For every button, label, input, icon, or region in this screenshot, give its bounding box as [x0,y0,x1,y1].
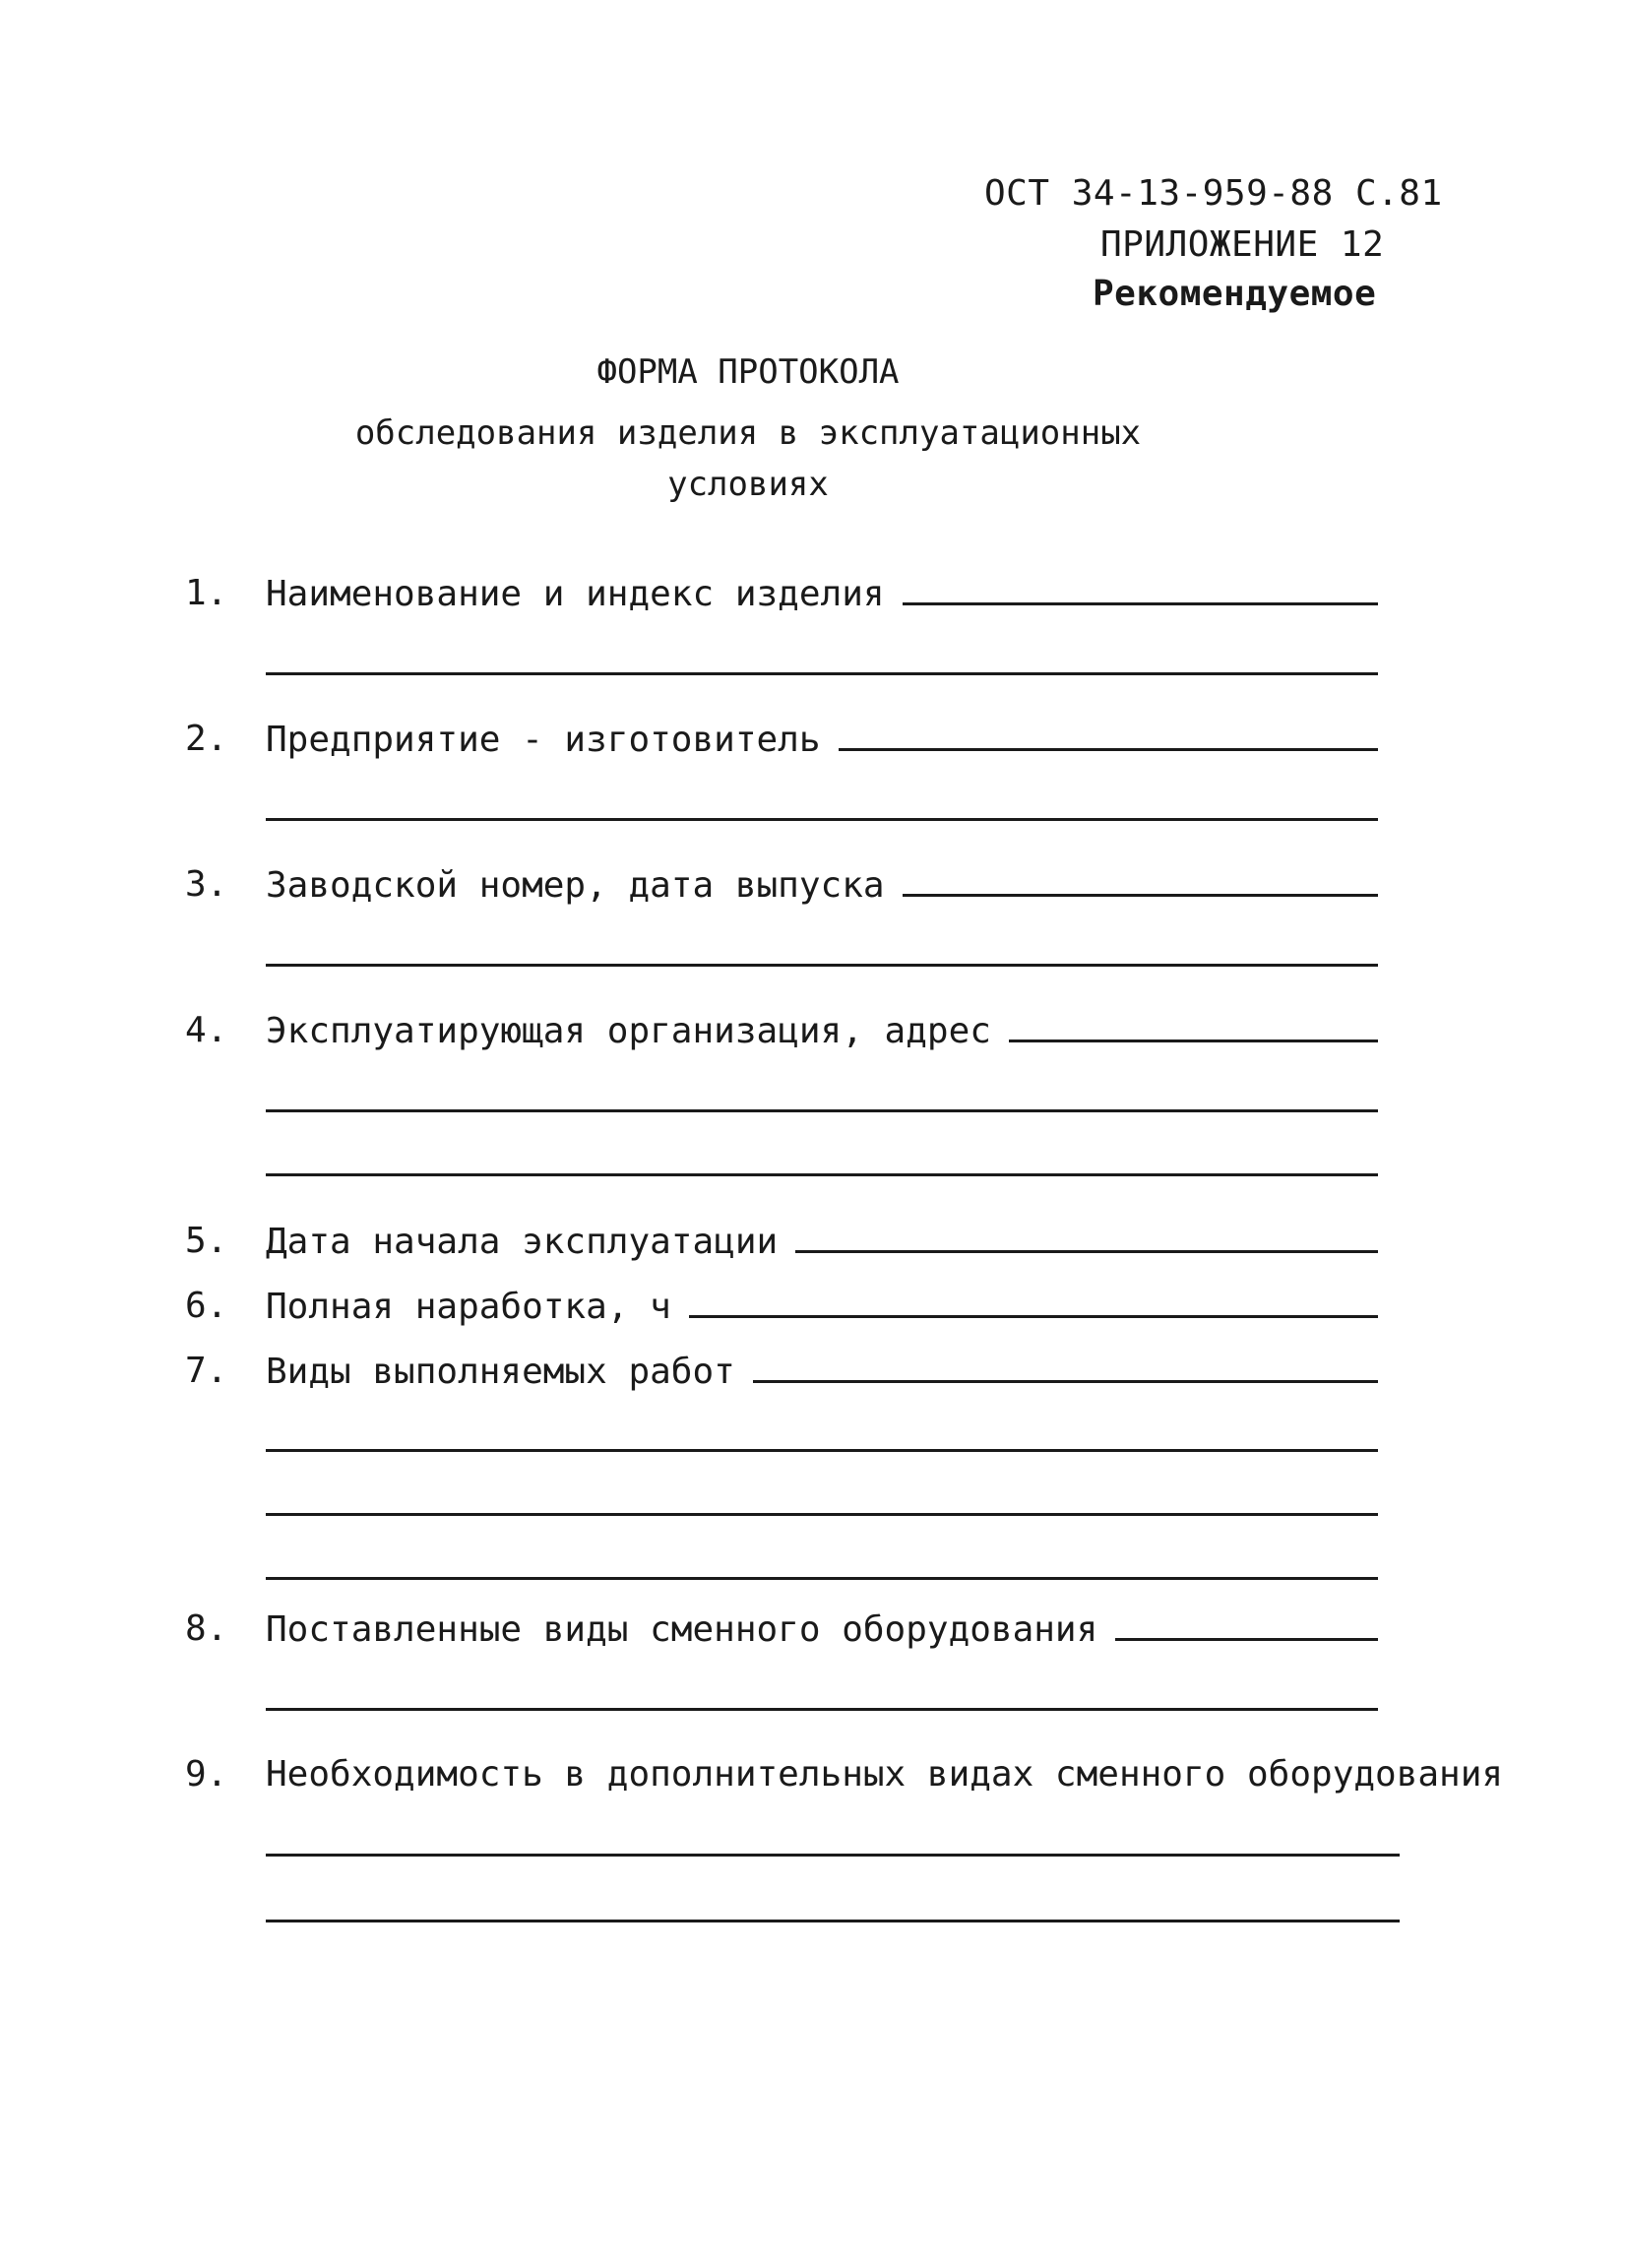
field-additional-equipment-need [266,1754,1503,1795]
blank-line[interactable] [266,1109,1378,1112]
field-label: Заводской номер, дата выпуска [266,865,885,906]
item-number: 2. [185,719,228,759]
field-label: Эксплуатирующая организация, адрес [266,1011,991,1051]
blank-line[interactable] [266,1513,1378,1516]
field-work-types [266,1351,1378,1392]
field-label: Виды выполняемых работ [266,1352,735,1392]
blank-line[interactable] [266,672,1378,675]
item-number: 3. [185,864,228,905]
item-number: 7. [185,1351,228,1391]
blank-line[interactable] [266,1920,1400,1922]
field-supplied-equipment [266,1608,1378,1650]
field-serial-number-date [266,864,1378,906]
field-label: Полная наработка, ч [266,1287,671,1327]
item-number: 5. [185,1221,228,1261]
field-product-name [266,573,1378,614]
appendix-label: ПРИЛОЖЕНИЕ 12 [1100,224,1385,265]
form-subtitle-line-2: условиях [667,465,829,504]
item-number: 6. [185,1286,228,1326]
blank-line[interactable] [266,1173,1378,1176]
field-manufacturer [266,719,1378,760]
item-number: 4. [185,1010,228,1050]
standard-designation: ОСТ 34-13-959-88 С.81 [984,173,1443,214]
field-label: Необходимость в дополнительных видах сменного оборудования [266,1754,1504,1795]
fill-in-line[interactable] [839,719,1378,751]
item-number: 9. [185,1754,228,1795]
blank-line[interactable] [266,818,1378,821]
blank-line[interactable] [266,1577,1378,1580]
form-title: ФОРМА ПРОТОКОЛА [596,352,900,392]
field-label: Предприятие - изготовитель [266,720,821,760]
fill-in-line[interactable] [903,864,1378,897]
fill-in-line[interactable] [903,573,1378,605]
field-label: Дата начала эксплуатации [266,1222,779,1262]
field-start-date [266,1221,1378,1262]
form-subtitle-line-1: обследования изделия в эксплуатационных [354,413,1142,453]
appendix-status: Рекомендуемое [1093,274,1377,314]
field-label: Поставленные виды сменного оборудования [266,1609,1098,1650]
blank-line[interactable] [266,1449,1378,1452]
item-number: 8. [185,1608,228,1649]
fill-in-line[interactable] [689,1286,1378,1318]
blank-line[interactable] [266,1708,1378,1711]
fill-in-line[interactable] [795,1221,1378,1253]
field-operating-organization [266,1010,1378,1051]
item-number: 1. [185,573,228,613]
blank-line[interactable] [266,964,1378,967]
blank-line[interactable] [266,1854,1400,1857]
fill-in-line[interactable] [1115,1608,1378,1641]
field-label: Наименование и индекс изделия [266,574,885,614]
field-total-operating-hours [266,1286,1378,1327]
fill-in-line[interactable] [1009,1010,1378,1042]
fill-in-line[interactable] [753,1351,1378,1383]
